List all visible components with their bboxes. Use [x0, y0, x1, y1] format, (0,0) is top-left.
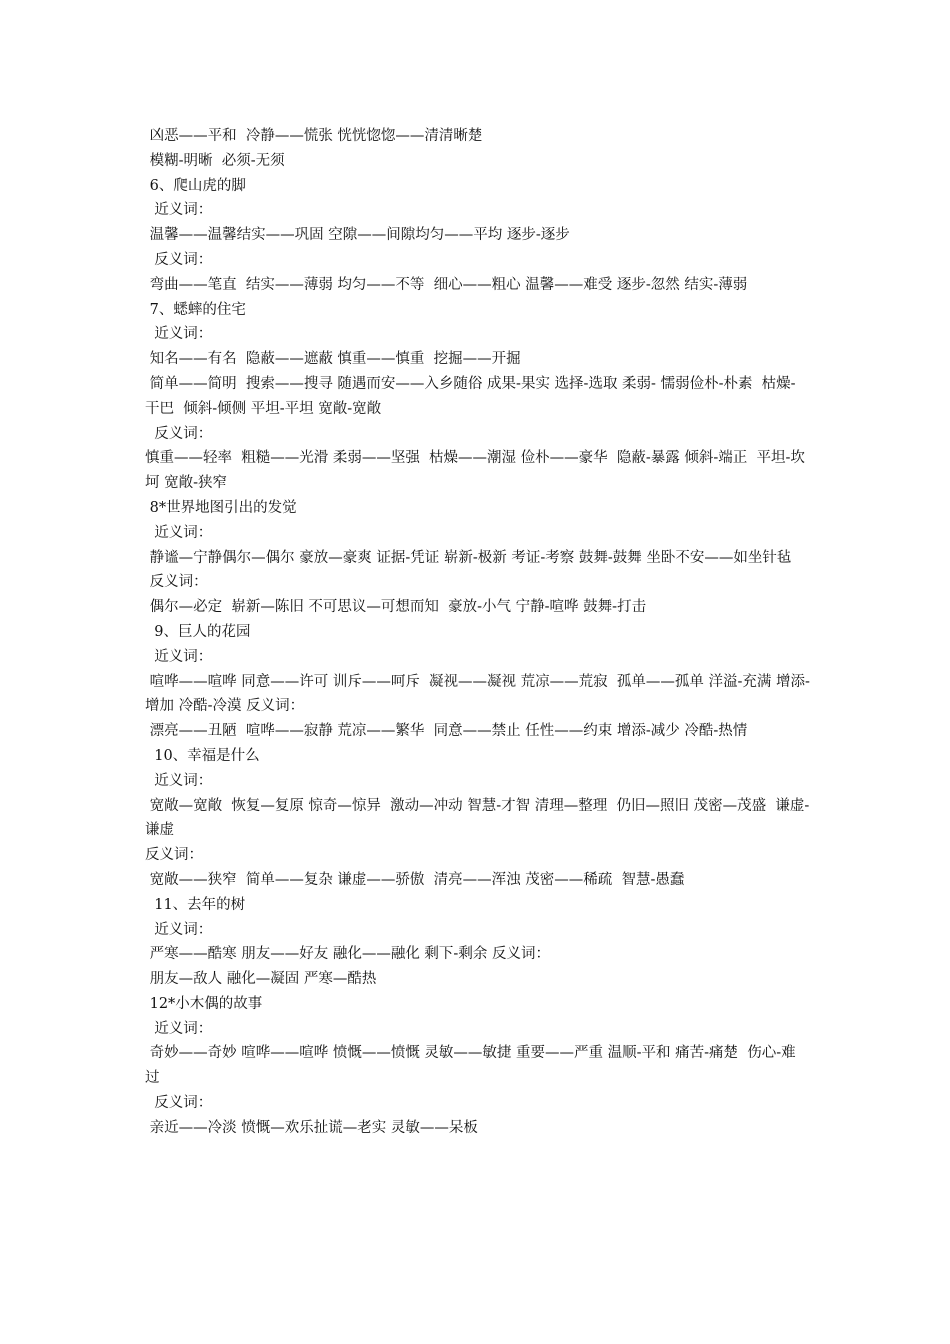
antonym-label: 反义词： — [145, 574, 208, 591]
section-heading: 10、幸福是什么 — [145, 747, 260, 764]
antonym-label: 反义词： — [145, 1095, 213, 1112]
synonym-label: 近义词： — [145, 648, 213, 665]
antonym-label: 反义词： — [145, 847, 203, 864]
synonym-label: 近义词： — [145, 326, 213, 343]
text-line: 漂亮——丑陋 喧哗——寂静 荒凉——繁华 同意——禁止 任性——约束 增添-减少 冷酷-热情 — [145, 723, 748, 740]
antonym-label: 反义词： — [145, 425, 213, 442]
section-heading: 11、去年的树 — [145, 896, 246, 913]
text-line: 朋友—敌人 融化—凝固 严寒—酷热 — [145, 971, 377, 988]
text-line: 宽敞——狭窄 简单——复杂 谦虚——骄傲 清亮——浑浊 茂密——稀疏 智慧-愚蠢 — [145, 871, 685, 888]
section-heading: 9、巨人的花园 — [145, 623, 251, 640]
text-line: 偶尔—必定 崭新—陈旧 不可思议—可想而知 豪放-小气 宁静-喧哗 鼓舞-打击 — [145, 599, 647, 616]
text-line: 弯曲——笔直 结实——薄弱 均匀——不等 细心——粗心 温馨——难受 逐步-忽然 结实-薄弱 — [145, 276, 748, 293]
antonym-label: 反义词： — [145, 251, 213, 268]
text-line: 模糊-明晰 必须-无须 — [145, 152, 285, 169]
text-line: 慎重——轻率 粗糙——光滑 柔弱——坚强 枯燥——潮湿 俭朴——豪华 隐蔽-暴露 倾斜-端正 平坦-坎坷 宽敞-狭窄 — [145, 450, 805, 492]
text-line: 严寒——酷寒 朋友——好友 融化——融化 剩下-剩余 反义词： — [145, 946, 550, 963]
synonym-label: 近义词： — [145, 202, 213, 219]
text-line: 凶恶——平和 冷静——慌张 恍恍惚惚——清清晰楚 — [145, 128, 483, 144]
text-line: 亲近——冷淡 愤慨—欢乐扯谎—老实 灵敏——呆板 — [145, 1119, 478, 1136]
synonym-label: 近义词： — [145, 921, 213, 938]
synonym-label: 近义词： — [145, 524, 213, 541]
text-line: 喧哗——喧哗 同意——许可 训斥——呵斥 凝视——凝视 荒凉——荒寂 孤单——孤单 洋溢-充满 增添-增加 冷酷-冷漠 反义词： — [145, 673, 810, 715]
synonym-label: 近义词： — [145, 1020, 213, 1037]
section-heading: 6、爬山虎的脚 — [145, 177, 246, 194]
section-heading: 12*小木偶的故事 — [145, 995, 263, 1012]
text-line: 静谧—宁静偶尔—偶尔 豪放—豪爽 证据-凭证 崭新-极新 考证-考察 鼓舞-鼓舞 坐卧不安——如坐针毡 — [145, 549, 792, 566]
text-line: 温馨——温馨结实——巩固 空隙——间隙均匀——平均 逐步-逐步 — [145, 227, 570, 244]
section-heading: 8*世界地图引出的发觉 — [145, 499, 297, 516]
section-heading: 7、蟋蟀的住宅 — [145, 301, 246, 318]
text-line: 知名——有名 隐蔽——遮蔽 慎重——慎重 挖掘——开掘 — [145, 351, 521, 368]
text-line: 宽敞—宽敞 恢复—复原 惊奇—惊异 激动—冲动 智慧-才智 清理—整理 仍旧—照旧 茂密—茂盛 谦虚-谦虚 — [145, 797, 810, 839]
synonym-label: 近义词： — [145, 772, 213, 789]
text-line: 奇妙——奇妙 喧哗——喧哗 愤慨——愤慨 灵敏——敏捷 重要——严重 温顺-平和 痛苦-痛楚 伤心-难过 — [145, 1045, 796, 1087]
document-body — [145, 124, 810, 1141]
text-line: 简单——简明 搜索——搜寻 随遇而安——入乡随俗 成果-果实 选择-选取 柔弱- 懦弱俭朴-朴素 枯燥-干巴 倾斜-倾侧 平坦-平坦 宽敞-宽敞 — [145, 375, 796, 417]
